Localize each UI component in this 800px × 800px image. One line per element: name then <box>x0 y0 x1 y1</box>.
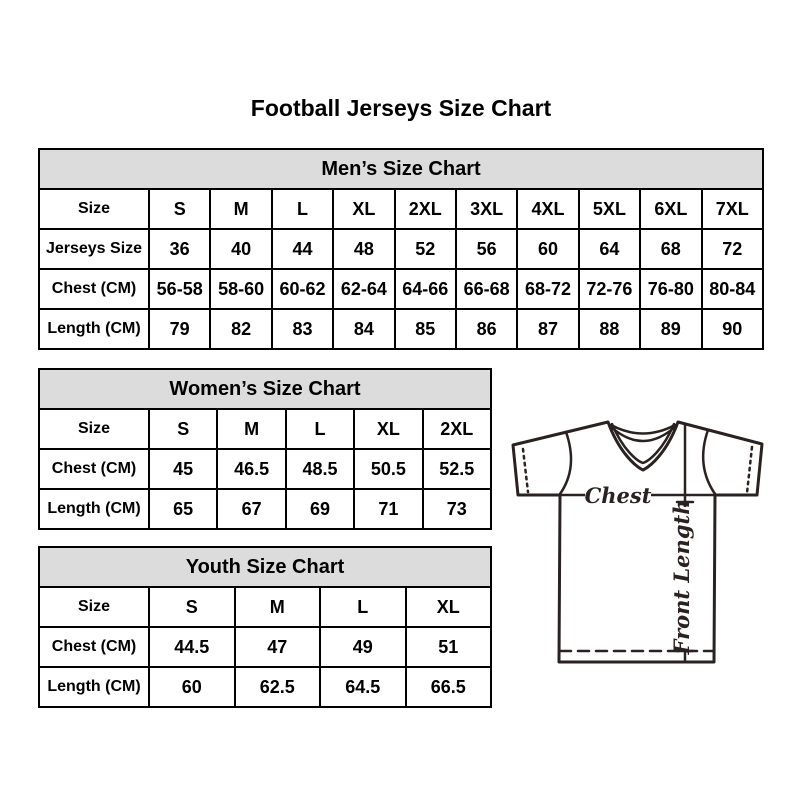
size-value-cell: 67 <box>217 489 285 529</box>
size-value-cell: M <box>235 587 321 627</box>
table-row <box>39 309 763 349</box>
collar-back-arc-upper <box>611 425 675 434</box>
table-section-title: Youth Size Chart <box>39 547 491 587</box>
row-label: Size <box>39 189 149 229</box>
table-row <box>39 189 763 229</box>
size-value-cell: 64.5 <box>320 667 406 707</box>
size-value-cell: 4XL <box>517 189 578 229</box>
table-row <box>39 587 491 627</box>
row-label: Length (CM) <box>39 667 149 707</box>
row-label: Jerseys Size <box>39 229 149 269</box>
size-value-cell: 88 <box>579 309 640 349</box>
size-value-cell: 80-84 <box>702 269 763 309</box>
size-value-cell: 7XL <box>702 189 763 229</box>
size-value-cell: S <box>149 189 210 229</box>
table-row <box>39 229 763 269</box>
size-value-cell: 62.5 <box>235 667 321 707</box>
size-value-cell: 87 <box>517 309 578 349</box>
size-value-cell: XL <box>333 189 394 229</box>
size-value-cell: 58-60 <box>210 269 271 309</box>
size-value-cell: 48 <box>333 229 394 269</box>
size-value-cell: 2XL <box>423 409 491 449</box>
table-row <box>39 627 491 667</box>
size-value-cell: 48.5 <box>286 449 354 489</box>
chest-measure-label: Chest <box>584 483 652 508</box>
table-row <box>39 489 491 529</box>
size-value-cell: 64-66 <box>395 269 456 309</box>
size-value-cell: 66-68 <box>456 269 517 309</box>
size-value-cell: 68 <box>640 229 701 269</box>
row-label: Length (CM) <box>39 309 149 349</box>
size-value-cell: XL <box>354 409 422 449</box>
size-value-cell: 62-64 <box>333 269 394 309</box>
size-value-cell: M <box>217 409 285 449</box>
size-value-cell: 56 <box>456 229 517 269</box>
row-label: Chest (CM) <box>39 269 149 309</box>
size-value-cell: 83 <box>272 309 333 349</box>
size-value-cell: 69 <box>286 489 354 529</box>
size-value-cell: 44.5 <box>149 627 235 667</box>
table-row <box>39 667 491 707</box>
size-value-cell: 46.5 <box>217 449 285 489</box>
size-value-cell: 51 <box>406 627 492 667</box>
size-value-cell: 60 <box>517 229 578 269</box>
size-value-cell: 85 <box>395 309 456 349</box>
table-row <box>39 409 491 449</box>
size-value-cell: 52 <box>395 229 456 269</box>
size-value-cell: S <box>149 409 217 449</box>
size-value-cell: L <box>272 189 333 229</box>
size-value-cell: S <box>149 587 235 627</box>
mens-size-table <box>38 148 764 350</box>
row-label: Chest (CM) <box>39 449 149 489</box>
size-value-cell: 68-72 <box>517 269 578 309</box>
table-section-title: Men’s Size Chart <box>39 149 763 189</box>
page-title: Football Jerseys Size Chart <box>250 95 552 121</box>
size-value-cell: 5XL <box>579 189 640 229</box>
size-value-cell: 44 <box>272 229 333 269</box>
size-value-cell: 64 <box>579 229 640 269</box>
size-value-cell: 71 <box>354 489 422 529</box>
size-value-cell: 89 <box>640 309 701 349</box>
size-value-cell: 2XL <box>395 189 456 229</box>
row-label: Size <box>39 587 149 627</box>
size-value-cell: 60 <box>149 667 235 707</box>
size-value-cell: 36 <box>149 229 210 269</box>
row-label: Length (CM) <box>39 489 149 529</box>
size-value-cell: 47 <box>235 627 321 667</box>
size-value-cell: 76-80 <box>640 269 701 309</box>
row-label: Chest (CM) <box>39 627 149 667</box>
size-value-cell: 82 <box>210 309 271 349</box>
table-section-title: Women’s Size Chart <box>39 369 491 409</box>
size-value-cell: 84 <box>333 309 394 349</box>
size-value-cell: 6XL <box>640 189 701 229</box>
size-value-cell: M <box>210 189 271 229</box>
size-value-cell: 90 <box>702 309 763 349</box>
size-value-cell: XL <box>406 587 492 627</box>
size-value-cell: 66.5 <box>406 667 492 707</box>
table-row <box>39 269 763 309</box>
row-label: Size <box>39 409 149 449</box>
size-value-cell: 72 <box>702 229 763 269</box>
size-value-cell: 3XL <box>456 189 517 229</box>
size-value-cell: 52.5 <box>423 449 491 489</box>
size-value-cell: 45 <box>149 449 217 489</box>
table-row <box>39 449 491 489</box>
youth-size-table <box>38 546 492 708</box>
size-value-cell: 79 <box>149 309 210 349</box>
jersey-outline <box>513 422 762 662</box>
size-value-cell: 65 <box>149 489 217 529</box>
size-value-cell: 73 <box>423 489 491 529</box>
size-value-cell: 40 <box>210 229 271 269</box>
size-value-cell: 72-76 <box>579 269 640 309</box>
size-value-cell: 49 <box>320 627 406 667</box>
size-value-cell: L <box>320 587 406 627</box>
size-value-cell: 50.5 <box>354 449 422 489</box>
jersey-measurement-diagram <box>505 412 775 670</box>
size-value-cell: L <box>286 409 354 449</box>
womens-size-table <box>38 368 492 530</box>
size-value-cell: 60-62 <box>272 269 333 309</box>
size-value-cell: 86 <box>456 309 517 349</box>
front-length-measure-label: Front Length <box>669 499 694 655</box>
size-value-cell: 56-58 <box>149 269 210 309</box>
